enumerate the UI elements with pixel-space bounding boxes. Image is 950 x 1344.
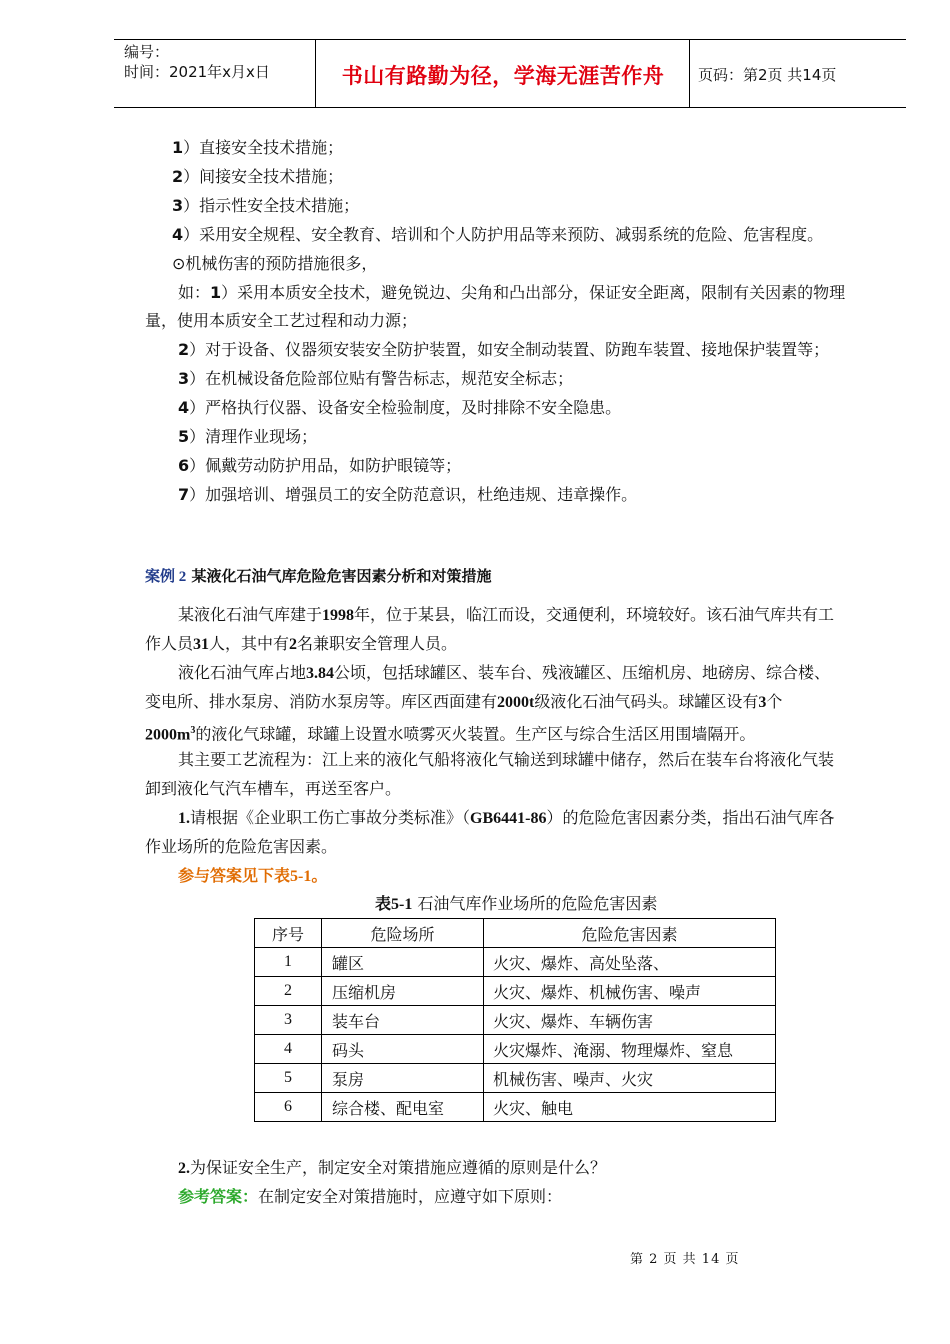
caption-text: 石油气库作业场所的危险危害因素: [412, 894, 658, 913]
item-number: 4: [178, 398, 190, 417]
item-number: 3: [178, 369, 190, 388]
cell-factors: 火灾、爆炸、车辆伤害: [484, 1006, 776, 1035]
question-number: 1.: [178, 810, 190, 827]
table-row: [255, 1064, 776, 1093]
case-label: 案例 2: [145, 569, 187, 585]
case-para-2-line-2: [145, 692, 782, 713]
item-text: ）加强培训、增强员工的安全防范意识，杜绝违规、违章操作。: [189, 485, 638, 504]
text-run: 参与答案见下表: [178, 866, 291, 885]
item-text: ）在机械设备危险部位贴有警告标志，规范安全标志；: [189, 369, 574, 388]
page-footer: 第 2 页 共 14 页: [630, 1252, 740, 1267]
case-para-2-line-1: [178, 663, 830, 684]
reference-answer-2: [178, 1187, 562, 1207]
item-number: 3: [172, 196, 184, 215]
item-number: 2: [178, 340, 190, 359]
cell-factors: 火灾、爆炸、高处坠落、: [484, 948, 776, 977]
cell-place: 泵房: [322, 1064, 484, 1093]
question-number: 2.: [178, 1160, 190, 1177]
standard-code: GB6441-86: [470, 810, 547, 827]
table-row: [255, 1093, 776, 1122]
case-para-3-line-1: 其主要工艺流程为：江上来的液化气船将液化气输送到球罐中储存，然后在装车台将液化气装: [178, 750, 835, 769]
table-row: [255, 1006, 776, 1035]
item-number: 2: [172, 167, 184, 186]
table-ref: 5-1: [290, 868, 312, 885]
cell-seq: 2: [255, 977, 322, 1006]
item-number: 5: [178, 427, 190, 446]
measure-item-2: [172, 167, 343, 187]
mech-item-5: [178, 427, 317, 447]
mech-item-3: [178, 369, 573, 389]
cell-place: 压缩机房: [322, 977, 484, 1006]
text-run: 的液化气球罐，球罐上设置水喷雾灭火装置。生产区与综合生活区用围墙隔开。: [195, 724, 756, 744]
text-run: 请根据《企业职工伤亡事故分类标准》（: [190, 808, 471, 827]
hazard-table: [254, 918, 776, 1122]
text-run: 变电所、排水泵房、消防水泵房等。库区西面建有: [145, 692, 498, 711]
cell-factors: 火灾爆炸、淹溺、物理爆炸、窒息: [484, 1035, 776, 1064]
table-row: [255, 948, 776, 977]
measure-item-1: [172, 138, 343, 158]
table-row: [255, 1035, 776, 1064]
cell-factors: 火灾、触电: [484, 1093, 776, 1122]
table-caption: [375, 894, 657, 915]
volume-exponent: 3: [190, 725, 196, 736]
text-run: 作人员: [145, 634, 194, 653]
volume-value: 2000m: [145, 726, 191, 744]
header-place: 危险场所: [322, 919, 484, 948]
caption-number: 表5-1: [375, 896, 413, 913]
mech-item-7: [178, 485, 637, 505]
case-title-text: 某液化石油气库危险危害因素分析和对策措施: [186, 567, 492, 585]
mech-intro: ⊙机械伤害的预防措施很多，: [172, 254, 378, 273]
mech-item-4: [178, 398, 621, 418]
text-run: 个: [766, 692, 783, 711]
item-text: ）采用本质安全技术，避免锐边、尖角和凸出部分，保证安全距离，限制有关因素的物理: [221, 283, 846, 302]
header-seq: 序号: [255, 919, 322, 948]
header-time-label: 时间：2021年x月x日: [124, 63, 270, 81]
case-title: [145, 566, 492, 587]
tank-count: 3: [758, 694, 767, 711]
item-number: 7: [178, 485, 190, 504]
item-text: ）指示性安全技术措施；: [183, 196, 360, 215]
item-number: 4: [172, 225, 184, 244]
question-1-line-1: [178, 808, 834, 829]
mech-item-6: [178, 456, 461, 476]
text-run: ）的危险危害因素分类，指出石油气库各: [546, 808, 835, 827]
table-row: [255, 977, 776, 1006]
text-run: 某液化石油气库建于: [178, 605, 323, 624]
text-run: 名兼职安全管理人员。: [297, 634, 458, 653]
text-run: 。: [311, 866, 328, 885]
case-para-3-line-2: 卸到液化气汽车槽车，再送至客户。: [145, 779, 402, 798]
answer-label: 参考答案：: [178, 1187, 259, 1206]
item-number: 1: [210, 283, 222, 302]
question-text: 为保证安全生产，制定安全对策措施应遵循的原则是什么？: [190, 1158, 607, 1177]
staff-count: 31: [193, 636, 210, 653]
mech-item-1: [178, 283, 845, 303]
year-value: 1998: [322, 607, 355, 624]
item-number: 1: [172, 138, 184, 157]
text-run: 级液化石油气码头。球罐区设有: [534, 692, 759, 711]
mech-item-prefix: 如：: [178, 283, 211, 302]
item-number: 6: [178, 456, 190, 475]
case-para-1-line-2: [145, 634, 457, 655]
header-factors: 危险危害因素: [484, 919, 776, 948]
cell-factors: 机械伤害、噪声、火灾: [484, 1064, 776, 1093]
question-1-line-2: 作业场所的危险危害因素。: [145, 837, 338, 856]
cell-factors: 火灾、爆炸、机械伤害、噪声: [484, 977, 776, 1006]
cell-seq: 4: [255, 1035, 322, 1064]
header-page-label: 页码：第2页 共14页: [698, 66, 837, 84]
item-text: ）间接安全技术措施；: [183, 167, 344, 186]
cell-seq: 5: [255, 1064, 322, 1093]
item-text: ）直接安全技术措施；: [183, 138, 344, 157]
question-2: [178, 1158, 606, 1179]
header-top-rule: [114, 39, 906, 40]
text-run: 公顷，包括球罐区、装车台、残液罐区、压缩机房、地磅房、综合楼、: [334, 663, 831, 682]
tonnage-value: 2000t: [497, 694, 535, 711]
cell-seq: 3: [255, 1006, 322, 1035]
text-run: 年，位于某县，临江而设，交通便利，环境较好。该石油气库共有工: [354, 605, 835, 624]
cell-place: 罐区: [322, 948, 484, 977]
cell-place: 装车台: [322, 1006, 484, 1035]
reference-answer-1: [178, 866, 327, 887]
item-text: ）佩戴劳动防护用品，如防护眼镜等；: [189, 456, 462, 475]
table-header-row: [255, 919, 776, 948]
cell-seq: 6: [255, 1093, 322, 1122]
text-run: 人，其中有: [209, 634, 290, 653]
case-para-1-line-1: [178, 605, 834, 626]
measure-item-3: [172, 196, 359, 216]
cell-place: 码头: [322, 1035, 484, 1064]
answer-text: 在制定安全对策措施时，应遵守如下原则：: [258, 1187, 563, 1206]
case-para-2-line-3: [145, 721, 755, 745]
cell-seq: 1: [255, 948, 322, 977]
area-value: 3.84: [306, 665, 335, 682]
text-run: 液化石油气库占地: [178, 663, 307, 682]
item-text: ）对于设备、仪器须安装安全防护装置，如安全制动装置、防跑车装置、接地保护装置等；: [189, 340, 830, 359]
item-text: ）采用安全规程、安全教育、培训和个人防护用品等来预防、减弱系统的危险、危害程度。: [183, 225, 824, 244]
header-motto: 书山有路勤为径，学海无涯苦作舟: [341, 63, 665, 88]
item-text: ）清理作业现场；: [189, 427, 318, 446]
header-bottom-rule: [114, 107, 906, 108]
manager-count: 2: [289, 636, 298, 653]
item-text: ）严格执行仪器、设备安全检验制度，及时排除不安全隐患。: [189, 398, 622, 417]
header-code-label: 编号：: [124, 43, 170, 61]
cell-place: 综合楼、配电室: [322, 1093, 484, 1122]
mech-item-1-cont: 量，使用本质安全工艺过程和动力源；: [145, 311, 418, 330]
measure-item-4: [172, 225, 823, 245]
mech-item-2: [178, 340, 829, 360]
